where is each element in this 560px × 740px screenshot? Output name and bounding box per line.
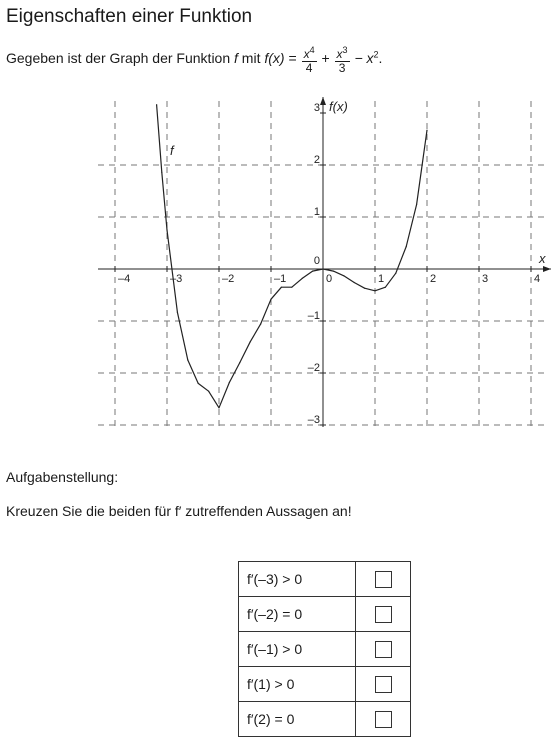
plus-sign: + [321, 50, 334, 67]
x-axis-label: x [539, 251, 546, 266]
curve-point [239, 362, 240, 363]
curve-point [208, 391, 209, 392]
curve-point [166, 229, 167, 230]
x-axis-arrow [543, 266, 551, 272]
intro-end: . [378, 50, 383, 67]
function-name: f [234, 50, 238, 67]
minus-x-term: − x [354, 50, 374, 67]
y-tick-label: 3 [313, 102, 320, 114]
equals-sign: = [284, 50, 301, 67]
curve-point [250, 341, 251, 342]
grid-lines [98, 101, 545, 427]
curve-layer [156, 104, 428, 408]
answer-checkbox[interactable] [375, 711, 392, 728]
curve-point [354, 282, 355, 283]
curve-point [333, 271, 334, 272]
x-tick-label: –3 [170, 273, 183, 285]
function-notation: f(x) [264, 50, 285, 67]
answer-checkbox-cell [356, 632, 411, 667]
answer-row [239, 597, 411, 632]
x-tick-label: –1 [274, 273, 287, 285]
answer-checkbox-cell [356, 667, 411, 702]
intro-prefix: Gegeben ist der Graph der Funktion [6, 50, 235, 67]
y-tick-label: –3 [307, 414, 320, 426]
curve-point [385, 287, 386, 288]
curve-point [291, 287, 292, 288]
answer-option-label: f′(–3) > 0 [239, 562, 356, 597]
answer-row [239, 632, 411, 667]
curve-point [395, 273, 396, 274]
x-tick-label: –2 [222, 273, 235, 285]
function-graph [0, 95, 560, 435]
curve-point [374, 290, 375, 291]
x-tick-label: –4 [118, 273, 131, 285]
curve-point [229, 382, 230, 383]
curve-label: f [170, 143, 174, 158]
fraction-x3-over-3 [335, 44, 350, 75]
frac1-exponent: 4 [309, 45, 315, 55]
answer-checkbox[interactable] [375, 571, 392, 588]
y-tick-label: –2 [307, 362, 320, 374]
curve-point [218, 407, 219, 408]
curve-point [198, 383, 199, 384]
y-axis-arrow [320, 97, 326, 105]
y-axis-label: f(x) [329, 99, 348, 114]
answer-option-label: f′(2) = 0 [239, 702, 356, 737]
curve-point [406, 246, 407, 247]
answer-row [239, 667, 411, 702]
answer-checkbox[interactable] [375, 606, 392, 623]
answer-option-label: f′(1) > 0 [239, 667, 356, 702]
answer-checkbox-cell [356, 702, 411, 737]
answer-checkbox-cell [356, 597, 411, 632]
answer-checkbox[interactable] [375, 676, 392, 693]
curve-point [281, 287, 282, 288]
curve-point [302, 278, 303, 279]
curve-point [260, 324, 261, 325]
frac1-numerator: x [303, 47, 310, 61]
curve-point [416, 204, 417, 205]
answer-row [239, 562, 411, 597]
axis-labels [170, 99, 546, 266]
intro-text [6, 44, 382, 75]
answer-row [239, 702, 411, 737]
x-tick-label: 4 [534, 273, 541, 285]
answer-table [238, 561, 411, 737]
curve-point [270, 299, 271, 300]
curve-point [364, 288, 365, 289]
y-tick-label: 2 [313, 154, 320, 166]
frac2-numerator: x [336, 47, 343, 61]
origin-label: 0 [313, 255, 320, 267]
curve-point [312, 271, 313, 272]
fraction-x4-over-4 [302, 44, 317, 75]
answer-checkbox-cell [356, 562, 411, 597]
tick-labels [115, 102, 540, 426]
intro-mit: mit [237, 50, 265, 67]
frac2-denominator: 3 [338, 61, 346, 75]
curve-point [161, 172, 162, 173]
curve-point [156, 104, 157, 105]
task-instruction: Kreuzen Sie die beiden für f′ zutreffenden Aussagen an! [6, 503, 352, 519]
curve-point [322, 268, 323, 269]
curve-point [177, 312, 178, 313]
answer-checkbox[interactable] [375, 641, 392, 658]
curve-point [343, 275, 344, 276]
function-curve [157, 105, 427, 408]
curve-point [187, 359, 188, 360]
answer-option-label: f′(–2) = 0 [239, 597, 356, 632]
y-tick-label: 1 [313, 206, 320, 218]
answer-option-label: f′(–1) > 0 [239, 632, 356, 667]
page-title: Eigenschaften einer Funktion [6, 6, 253, 27]
frac1-denominator: 4 [305, 61, 313, 75]
x-tick-label: 3 [482, 273, 489, 285]
curve-point [426, 130, 427, 131]
x2-exponent: 2 [373, 49, 379, 60]
axes [98, 97, 551, 427]
frac2-exponent: 3 [342, 45, 348, 55]
x-tick-label: 1 [378, 273, 385, 285]
task-heading: Aufgabenstellung: [6, 469, 119, 485]
x-tick-label: 0 [326, 273, 333, 285]
x-tick-label: 2 [430, 273, 437, 285]
y-tick-label: –1 [307, 310, 320, 322]
